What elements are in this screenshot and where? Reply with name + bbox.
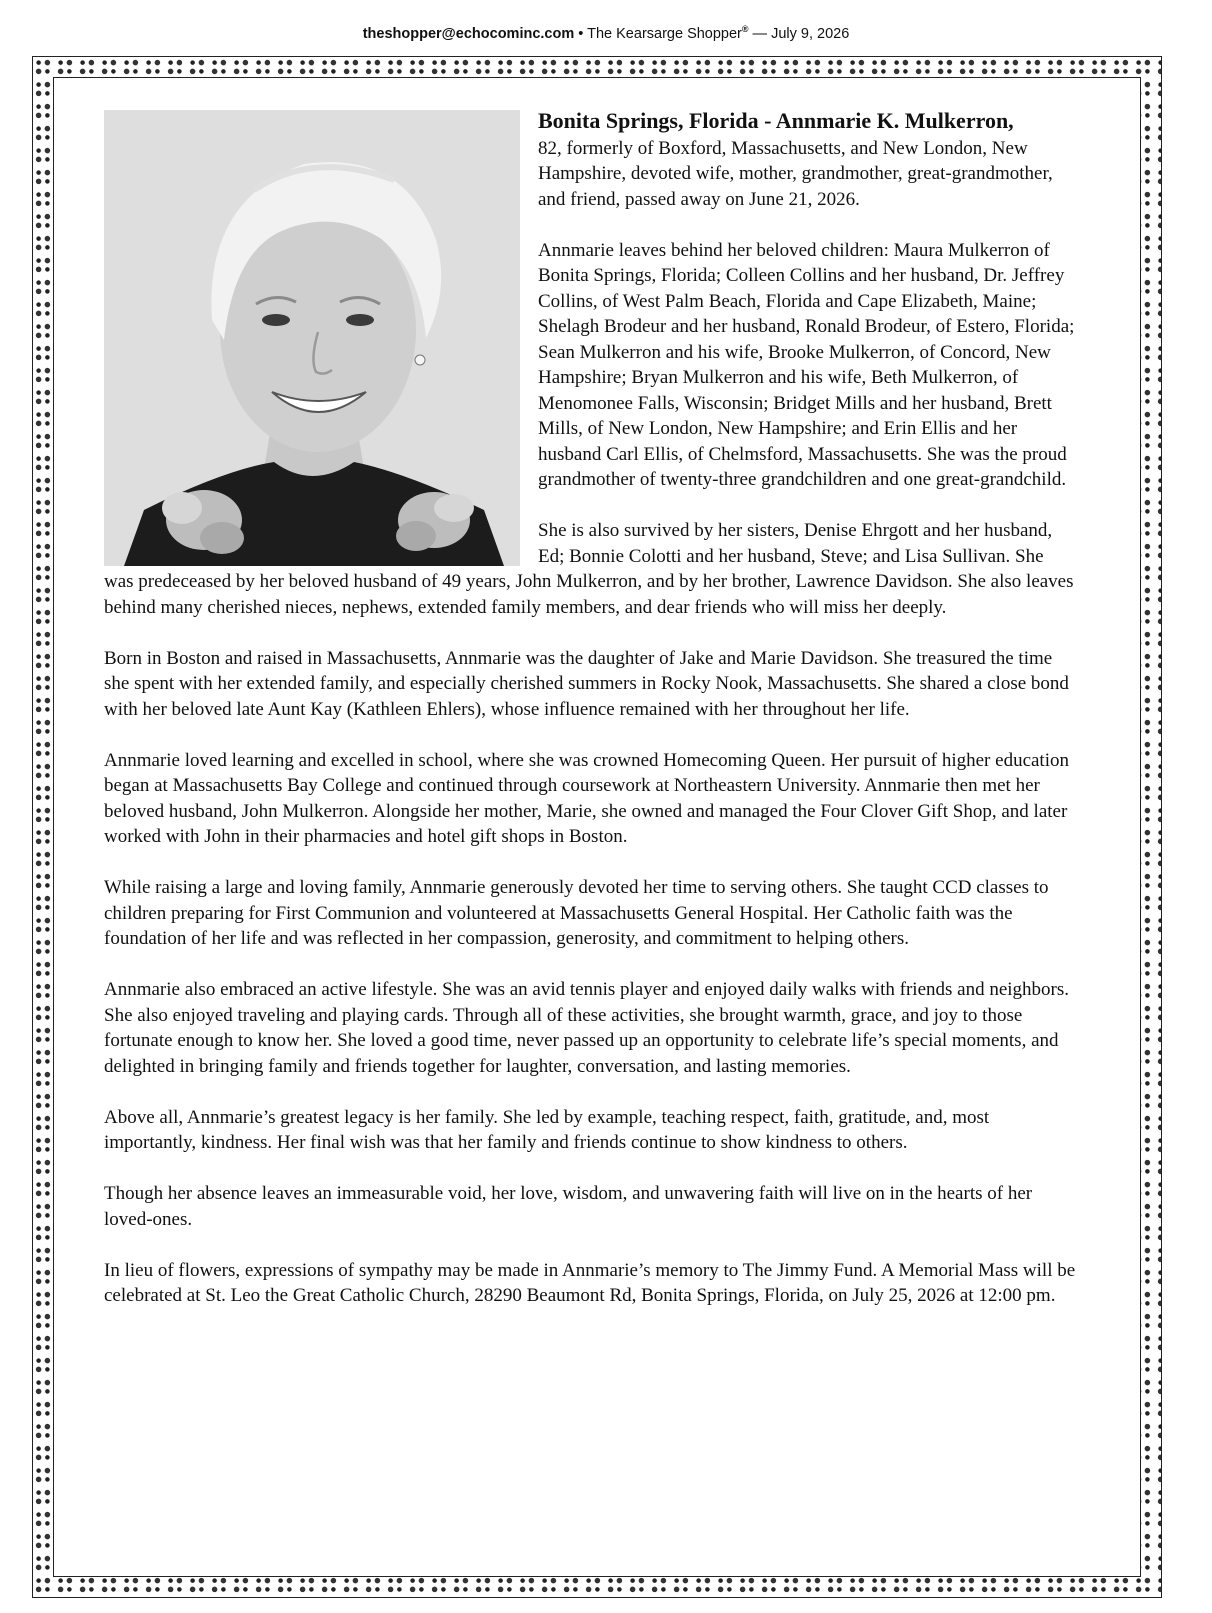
- header-publication: The Kearsarge Shopper: [587, 25, 742, 42]
- obituary-paragraph: Annmarie also embraced an active lifestyle. She was an avid tennis player and enjoyed daily walks with friends and neighbors. She also enjoyed traveling and playing cards. Through all of these activities, she brought warmth, grace, and joy to those fortunate enough to know her. She loved a good time, never passed up an opportunity to celebrate life’s special moments, and delighted in bringing family and friends together for laughter, conversation, and lasting memories.: [104, 979, 1070, 1077]
- obituary-paragraph: In lieu of flowers, expressions of sympathy may be made in Annmarie’s memory to The Jimmy Fund. A Memorial Mass will be celebrated at St. Leo the Great Catholic Church, 28290 Beaumont Rd, Bonita Springs, Florida, on July 25, 2026 at 12:00 pm.: [104, 1259, 1076, 1306]
- obituary-paragraph: Bonita Springs, Florida - Annmarie K. Mulkerron, 82, formerly of Boxford, Massachusetts, and New London, New Hampshire, devoted wife, mother, grandmother, great-grandmother, and friend, passed away on June 21, 2026.: [538, 108, 1053, 210]
- header-email: theshopper@echocominc.com: [362, 25, 575, 42]
- header-date: — July 9, 2026: [748, 25, 850, 42]
- obituary-paragraph: Born in Boston and raised in Massachusetts, Annmarie was the daughter of Jake and Marie Davidson. She treasured the time she spent with her extended family, and especially cherished summers in Rocky Nook, Massachusetts. She shared a close bond with her beloved late Aunt Kay (Kathleen Ehlers), whose influence remained with her throughout her life.: [104, 647, 1069, 720]
- obituary-paragraph: Annmarie loved learning and excelled in school, where she was crowned Homecoming Queen. Her pursuit of higher education began at Massachusetts Bay College and continued through coursework at Northeastern University. Annmarie then met her beloved husband, John Mulkerron. Alongside her mother, Marie, she owned and managed the Four Clover Gift Shop, and later worked with John in their pharmacies and hotel gift shops in Boston.: [104, 749, 1069, 847]
- obituary-paragraph: Annmarie leaves behind her beloved children: Maura Mulkerron of Bonita Springs, Florida; Colleen Collins and her husband, Dr. Jeffrey Collins, of West Palm Beach, Florida and Cape Elizabeth, Maine; Shelagh Brodeur and her husband, Ronald Brodeur, of Estero, Florida; Sean Mulkerron and his wife, Brooke Mulkerron, of Concord, New Hampshire; Bryan Mulkerron and his wife, Beth Mulkerron, of Menomonee Falls, Wisconsin; Bridget Mills and her husband, Brett Mills, of New London, New Hampshire; and Erin Ellis and her husband Carl Ellis, of Chelmsford, Massachusetts. She was the proud grandmother of twenty-three grandchildren and one great-grandchild.: [538, 239, 1075, 490]
- obituary-body: [104, 108, 1076, 1334]
- obituary-paragraph: She is also survived by her sisters, Denise Ehrgott and her husband, Ed; Bonnie Colotti and her husband, Steve; and Lisa Sullivan. She was predeceased by her beloved husband of 49 years, John Mulkerron, and by her brother, Lawrence Davidson. She also leaves behind many cherished nieces, nephews, extended family members, and dear friends who will miss her deeply.: [104, 520, 1074, 618]
- header-separator: •: [574, 25, 588, 42]
- page-header: [0, 24, 1212, 42]
- obituary-lead: Bonita Springs, Florida - Annmarie K. Mulkerron,: [538, 108, 1014, 133]
- obituary-paragraph: Above all, Annmarie’s greatest legacy is her family. She led by example, teaching respect, faith, gratitude, and, most importantly, kindness. Her final wish was that her family and friends continue to show kindness to others.: [104, 1106, 990, 1153]
- registered-mark: ®: [741, 24, 749, 34]
- obituary-paragraph: Though her absence leaves an immeasurable void, her love, wisdom, and unwavering faith will live on in the hearts of her loved-ones.: [104, 1183, 1033, 1230]
- obituary-paragraph: While raising a large and loving family, Annmarie generously devoted her time to serving others. She taught CCD classes to children preparing for First Communion and volunteered at Massachusetts General Hospital. Her Catholic faith was the foundation of her life and was reflected in her compassion, generosity, and commitment to helping others.: [104, 877, 1049, 949]
